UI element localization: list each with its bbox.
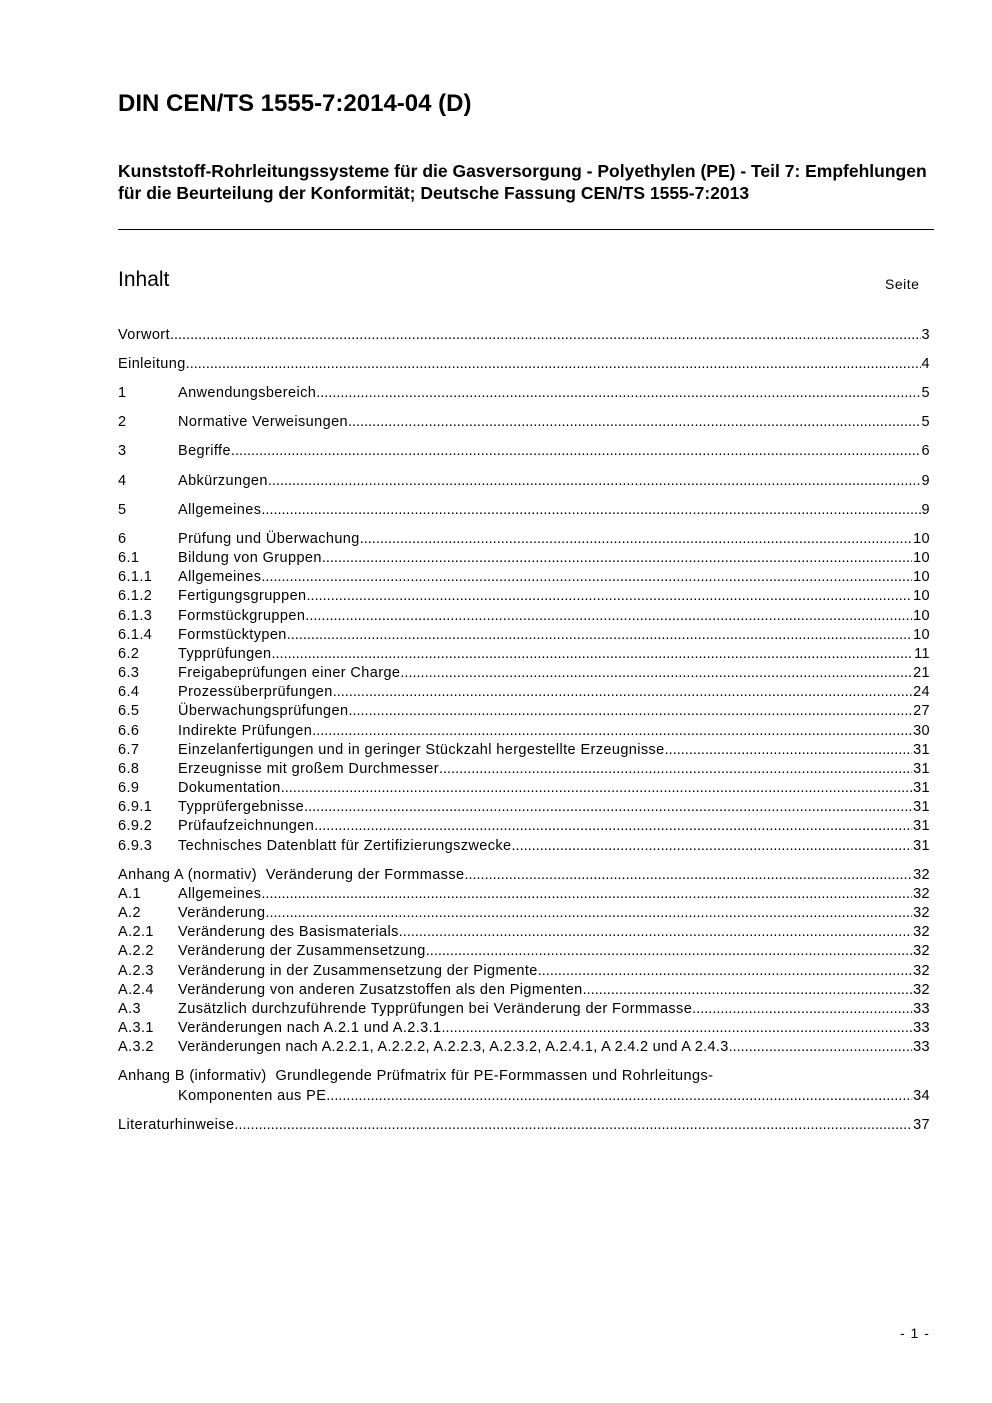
toc-entry-title: Zusätzlich durchzuführende Typprüfungen bei Veränderung der Formmasse: [178, 1001, 693, 1017]
page-column-label: Seite: [885, 276, 920, 292]
toc-entry-page: 32: [913, 963, 930, 979]
toc-entry-3[interactable]: [118, 441, 930, 461]
toc-entry-page: 6: [921, 443, 930, 459]
toc-entry-number: 6.1.1: [118, 569, 153, 585]
toc-leader-dots: [692, 999, 912, 1019]
toc-entry-a-3[interactable]: [118, 999, 930, 1019]
toc-entry-6-1-2[interactable]: [118, 586, 930, 606]
toc-leader-dots: [170, 325, 921, 345]
toc-leader-dots: [281, 778, 912, 798]
toc-entry-number: 6.9.2: [118, 818, 153, 834]
toc-entry-number: 6.1.2: [118, 588, 153, 604]
toc-entry-a-2-4[interactable]: [118, 980, 930, 1000]
page-number: - 1 -: [900, 1325, 930, 1341]
toc-entry-page: 31: [913, 761, 930, 777]
toc-entry-6-6[interactable]: [118, 721, 930, 741]
toc-entry-number: 4: [118, 473, 127, 489]
toc-entry-page: 10: [913, 569, 930, 585]
toc-entry-page: 10: [913, 588, 930, 604]
toc-entry-number: 6.4: [118, 684, 140, 700]
toc-entry-title: Veränderung in der Zusammensetzung der Pigmente: [178, 963, 538, 979]
toc-entry-a-2-1[interactable]: [118, 922, 930, 942]
toc-leader-dots: [442, 1018, 913, 1038]
toc-entry-page: 30: [913, 723, 930, 739]
toc-entry-title: Veränderungen nach A.2.2.1, A.2.2.2, A.2.2.3, A.2.3.2, A.2.4.1, A 2.4.2 und A 2.4.3: [178, 1039, 729, 1055]
toc-entry-6-9-3[interactable]: [118, 836, 930, 856]
toc-entry-number: A.2.4: [118, 982, 154, 998]
toc-entry-a-1[interactable]: [118, 884, 930, 904]
toc-entry-page: 32: [913, 943, 930, 959]
toc-entry-number: 6.1.3: [118, 608, 153, 624]
toc-entry-title: Abkürzungen: [178, 473, 268, 489]
toc-entry-title: Überwachungsprüfungen: [178, 703, 349, 719]
toc-leader-dots: [333, 682, 912, 702]
toc-leader-dots: [322, 548, 912, 568]
toc-entry-number: 6.8: [118, 761, 140, 777]
toc-leader-dots: [261, 567, 912, 587]
toc-leader-dots: [360, 529, 912, 549]
toc-leader-dots: [261, 884, 912, 904]
toc-entry-6-5[interactable]: [118, 701, 930, 721]
toc-leader-dots: [400, 663, 912, 683]
toc-entry-page: 4: [921, 356, 930, 372]
toc-entry-6-9[interactable]: [118, 778, 930, 798]
toc-entry-title: Einleitung: [118, 356, 186, 372]
toc-entry-number: 1: [118, 385, 127, 401]
toc-entry-number: 5: [118, 502, 127, 518]
toc-entry-page: 11: [914, 646, 930, 662]
toc-entry-number: 6.1.4: [118, 627, 153, 643]
toc-entry-1[interactable]: [118, 383, 930, 403]
toc-entry-page: 33: [913, 1020, 930, 1036]
toc-entry-6-9-2[interactable]: [118, 816, 930, 836]
toc-entry-title: Begriffe: [178, 443, 231, 459]
document-title: DIN CEN/TS 1555-7:2014-04 (D): [118, 90, 472, 117]
toc-leader-dots: [512, 836, 913, 856]
toc-leader-dots: [287, 625, 912, 645]
toc-entry-page: 24: [913, 684, 930, 700]
toc-entry-page: 9: [921, 473, 930, 489]
toc-entry-title: Typprüfergebnisse: [178, 799, 305, 815]
toc-entry-number: A.3.2: [118, 1039, 154, 1055]
toc-entry-number: 6.9.1: [118, 799, 153, 815]
toc-entry-page: 32: [913, 905, 930, 921]
toc-leader-dots: [348, 412, 921, 432]
toc-entry-6-9-1[interactable]: [118, 797, 930, 817]
toc-entry-6-1-4[interactable]: [118, 625, 930, 645]
toc-entry-page: 32: [913, 982, 930, 998]
toc-entry-page: 9: [921, 502, 930, 518]
toc-entry-page: 37: [913, 1117, 930, 1133]
toc-entry-number: 6.3: [118, 665, 140, 681]
toc-entry-page: 31: [913, 799, 930, 815]
toc-leader-dots: [426, 941, 912, 961]
toc-entry-title: Prüfaufzeichnungen: [178, 818, 315, 834]
toc-entry-title: Veränderung des Basismaterials: [178, 924, 399, 940]
toc-entry-a-2[interactable]: [118, 903, 930, 923]
toc-entry-number: A.3: [118, 1001, 141, 1017]
toc-leader-dots: [729, 1037, 913, 1057]
toc-entry-6-4[interactable]: [118, 682, 930, 702]
document-subtitle: Kunststoff-Rohrleitungssysteme für die Gasversorgung - Polyethylen (PE) - Teil 7: Empfehlungen für die Beurteilung der Konformität; Deutsche Fassung CEN/TS 1555-7:2013: [118, 161, 927, 203]
toc-entry-literaturhinweise[interactable]: [118, 1115, 930, 1135]
toc-entry-title: Dokumentation: [178, 780, 281, 796]
toc-entry-anhang-b[interactable]: [118, 1066, 930, 1086]
toc-entry-a-2-2[interactable]: [118, 941, 930, 961]
toc-entry-page: 31: [913, 742, 930, 758]
toc-entry-title: Formstücktypen: [178, 627, 287, 643]
toc-entry-page: 31: [913, 780, 930, 796]
toc-entry-page: 27: [913, 703, 930, 719]
toc-entry-number: 3: [118, 443, 127, 459]
toc-leader-dots: [665, 740, 912, 760]
toc-entry-title: Technisches Datenblatt für Zertifizierungszwecke: [178, 838, 512, 854]
toc-leader-dots: [348, 701, 912, 721]
toc-leader-dots: [265, 903, 912, 923]
toc-entry-page: 33: [913, 1001, 930, 1017]
toc-entry-title: Veränderung von anderen Zusatzstoffen als den Pigmenten: [178, 982, 583, 998]
toc-entry-title: Indirekte Prüfungen: [178, 723, 313, 739]
toc-leader-dots: [261, 500, 920, 520]
toc-entry-title: Komponenten aus PE: [178, 1088, 327, 1104]
toc-entry-title: Veränderungen nach A.2.1 und A.2.3.1: [178, 1020, 442, 1036]
toc-leader-dots: [268, 471, 921, 491]
toc-entry-number: A.3.1: [118, 1020, 154, 1036]
toc-entry-number: A.2.1: [118, 924, 154, 940]
toc-entry-title: Anhang B (informativ) Grundlegende Prüfmatrix für PE-Formmassen und Rohrleitungs-: [118, 1068, 714, 1084]
toc-leader-dots: [307, 586, 913, 606]
toc-entry-page: 10: [913, 550, 930, 566]
toc-entry-page: 33: [913, 1039, 930, 1055]
toc-entry-title: Bildung von Gruppen: [178, 550, 322, 566]
toc-entry-einleitung[interactable]: [118, 354, 930, 374]
toc-entry-6-8[interactable]: [118, 759, 930, 779]
toc-entry-page: 5: [921, 385, 930, 401]
toc-entry-page: 10: [913, 627, 930, 643]
toc-entry-anhang-b-continued[interactable]: [178, 1086, 930, 1106]
toc-entry-page: 31: [913, 818, 930, 834]
toc-entry-a-2-3[interactable]: [118, 961, 930, 981]
toc-entry-title: Fertigungsgruppen: [178, 588, 307, 604]
toc-entry-title: Prüfung und Überwachung: [178, 531, 360, 547]
toc-entry-title: Freigabeprüfungen einer Charge: [178, 665, 401, 681]
toc-entry-page: 34: [913, 1088, 930, 1104]
toc-leader-dots: [234, 1115, 912, 1135]
toc-leader-dots: [312, 721, 912, 741]
toc-entry-2[interactable]: [118, 412, 930, 432]
toc-entry-page: 10: [913, 608, 930, 624]
toc-entry-number: A.2: [118, 905, 141, 921]
toc-leader-dots: [464, 865, 912, 885]
toc-leader-dots: [439, 759, 912, 779]
toc-leader-dots: [271, 644, 913, 664]
toc-entry-vorwort[interactable]: [118, 325, 930, 345]
toc-leader-dots: [399, 922, 912, 942]
toc-entry-page: 3: [921, 327, 930, 343]
toc-entry-number: 6.2: [118, 646, 140, 662]
toc-leader-dots: [583, 980, 912, 1000]
contents-heading: Inhalt: [118, 268, 170, 291]
toc-leader-dots: [186, 354, 921, 374]
toc-entry-number: 6.9.3: [118, 838, 153, 854]
toc-entry-6-2[interactable]: [118, 644, 930, 664]
toc-leader-dots: [538, 961, 912, 981]
toc-entry-title: Typprüfungen: [178, 646, 272, 662]
toc-entry-title: Anhang A (normativ) Veränderung der Formmasse: [118, 867, 465, 883]
toc-entry-6-1[interactable]: [118, 548, 930, 568]
toc-entry-title: Anwendungsbereich: [178, 385, 317, 401]
toc-entry-number: 6.5: [118, 703, 140, 719]
toc-entry-page: 31: [913, 838, 930, 854]
toc-entry-5[interactable]: [118, 500, 930, 520]
toc-entry-title: Formstückgruppen: [178, 608, 306, 624]
toc-leader-dots: [316, 383, 920, 403]
toc-entry-number: 6.6: [118, 723, 140, 739]
toc-entry-number: 6: [118, 531, 127, 547]
toc-entry-title: Veränderung: [178, 905, 266, 921]
toc-entry-6-7[interactable]: [118, 740, 930, 760]
toc-entry-title: Veränderung der Zusammensetzung: [178, 943, 426, 959]
toc-entry-page: 21: [913, 665, 930, 681]
toc-entry-title: Allgemeines: [178, 502, 262, 518]
toc-entry-title: Einzelanfertigungen und in geringer Stückzahl hergestellte Erzeugnisse: [178, 742, 665, 758]
toc-leader-dots: [305, 606, 912, 626]
toc-entry-a-3-2[interactable]: [118, 1037, 930, 1057]
toc-leader-dots: [304, 797, 912, 817]
toc-entry-number: A.1: [118, 886, 141, 902]
toc-entry-page: 10: [913, 531, 930, 547]
toc-entry-title: Erzeugnisse mit großem Durchmesser: [178, 761, 439, 777]
toc-entry-title: Allgemeines: [178, 886, 262, 902]
toc-entry-6-3[interactable]: [118, 663, 930, 683]
toc-entry-anhang-a[interactable]: [118, 865, 930, 885]
toc-entry-number: 6.9: [118, 780, 140, 796]
toc-entry-number: 6.1: [118, 550, 140, 566]
toc-entry-4[interactable]: [118, 471, 930, 491]
toc-entry-6-1-3[interactable]: [118, 606, 930, 626]
toc-entry-page: 32: [913, 924, 930, 940]
toc-entry-page: 32: [913, 867, 930, 883]
toc-entry-6[interactable]: [118, 529, 930, 549]
toc-entry-title: Normative Verweisungen: [178, 414, 348, 430]
toc-entry-a-3-1[interactable]: [118, 1018, 930, 1038]
toc-leader-dots: [326, 1086, 912, 1106]
toc-entry-number: 6.7: [118, 742, 140, 758]
toc-leader-dots: [231, 441, 921, 461]
toc-leader-dots: [314, 816, 912, 836]
toc-entry-number: A.2.3: [118, 963, 154, 979]
toc-entry-number: A.2.2: [118, 943, 154, 959]
toc-entry-title: Prozessüberprüfungen: [178, 684, 333, 700]
toc-entry-title: Literaturhinweise: [118, 1117, 235, 1133]
title-divider: [118, 229, 934, 230]
toc-entry-page: 5: [921, 414, 930, 430]
toc-entry-title: Vorwort: [118, 327, 170, 343]
toc-entry-number: 2: [118, 414, 127, 430]
toc-entry-page: 32: [913, 886, 930, 902]
toc-entry-6-1-1[interactable]: [118, 567, 930, 587]
toc-entry-title: Allgemeines: [178, 569, 262, 585]
